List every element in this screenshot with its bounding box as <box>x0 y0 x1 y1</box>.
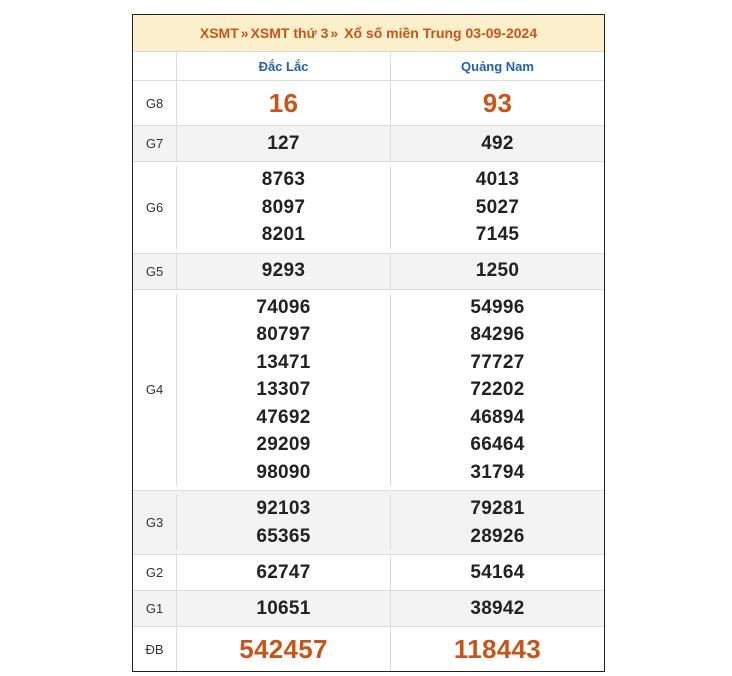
prize-row-g6 <box>133 162 604 254</box>
prize-cell <box>177 166 390 249</box>
prize-cell <box>177 555 390 590</box>
prize-row-g5 <box>133 254 604 290</box>
prize-number: 8201 <box>261 224 306 245</box>
prize-cell <box>177 294 390 487</box>
prize-row-g1 <box>133 591 604 627</box>
prize-number: 80797 <box>256 324 311 345</box>
prize-label: G1 <box>133 591 177 626</box>
prize-number: 77727 <box>470 351 525 373</box>
prize-label: G6 <box>133 166 177 249</box>
prize-cell <box>390 555 604 590</box>
prize-number: 29209 <box>256 434 311 455</box>
prize-number: 79281 <box>470 498 525 519</box>
prize-label: G3 <box>133 495 177 550</box>
prize-number: 92103 <box>256 498 311 519</box>
prize-number: 127 <box>267 132 300 154</box>
title-bar <box>133 15 604 52</box>
prize-number: 47692 <box>256 406 311 428</box>
prize-row-g2 <box>133 555 604 591</box>
prize-cell <box>390 254 604 289</box>
prize-cell <box>390 495 604 550</box>
xsmt-link[interactable]: XSMT <box>199 25 239 41</box>
prize-number: 93 <box>482 88 513 118</box>
prize-number: 66464 <box>470 434 525 455</box>
prize-number: 8763 <box>261 169 306 190</box>
prize-number: 7145 <box>475 224 520 245</box>
prize-cell <box>390 627 604 671</box>
prize-cell <box>177 495 390 550</box>
prize-number: 54164 <box>470 561 525 583</box>
prize-cell <box>177 591 390 626</box>
prize-cell <box>177 81 390 125</box>
prize-rows <box>133 81 604 671</box>
header-label-cell <box>133 52 177 80</box>
prize-row-đb <box>133 627 604 671</box>
prize-row-g4 <box>133 290 604 492</box>
prize-label: G5 <box>133 254 177 289</box>
prize-cell <box>390 81 604 125</box>
prize-number: 5027 <box>475 196 520 218</box>
prize-cell <box>177 126 390 161</box>
prize-row-g7 <box>133 126 604 162</box>
prize-number: 65365 <box>256 525 311 547</box>
prize-label: G8 <box>133 81 177 125</box>
prize-label: G7 <box>133 126 177 161</box>
prize-label: G2 <box>133 555 177 590</box>
results-table <box>132 14 605 672</box>
prize-label: ĐB <box>133 627 177 671</box>
prize-number: 74096 <box>256 296 311 318</box>
breadcrumb-separator: » <box>330 25 339 41</box>
prize-label: G4 <box>133 294 177 487</box>
prize-cell <box>390 126 604 161</box>
prize-number: 72202 <box>470 379 525 400</box>
prize-number: 542457 <box>239 634 328 664</box>
prize-row-g3 <box>133 491 604 555</box>
prize-number: 31794 <box>470 461 525 483</box>
prize-number: 13307 <box>256 379 311 400</box>
prize-number: 16 <box>268 88 299 118</box>
prize-number: 9293 <box>261 260 306 282</box>
prize-number: 8097 <box>261 196 306 218</box>
province-quang-nam[interactable]: Quảng Nam <box>390 52 604 80</box>
prize-cell <box>390 294 604 487</box>
prize-number: 118443 <box>453 634 542 664</box>
prize-number: 84296 <box>470 324 525 345</box>
prize-number: 1250 <box>475 260 520 282</box>
prize-number: 13471 <box>256 351 311 373</box>
prize-number: 62747 <box>256 561 311 583</box>
page-title: Xổ số miền Trung 03-09-2024 <box>344 25 538 41</box>
prize-number: 98090 <box>256 461 311 483</box>
prize-row-g8 <box>133 81 604 126</box>
prize-number: 46894 <box>470 406 525 428</box>
prize-number: 10651 <box>256 597 311 619</box>
prize-cell <box>390 591 604 626</box>
prize-number: 28926 <box>470 525 525 547</box>
xsmt-thu-3-link[interactable]: XSMT thứ 3 <box>250 25 329 41</box>
prize-number: 492 <box>481 132 514 154</box>
breadcrumb-separator: » <box>240 25 249 41</box>
prize-number: 4013 <box>475 169 520 190</box>
province-header-row <box>133 52 604 81</box>
prize-number: 38942 <box>470 597 525 619</box>
province-dac-lac[interactable]: Đắc Lắc <box>258 58 309 74</box>
prize-cell <box>390 166 604 249</box>
prize-cell <box>177 627 390 671</box>
prize-number: 54996 <box>470 296 525 318</box>
prize-cell <box>177 254 390 289</box>
